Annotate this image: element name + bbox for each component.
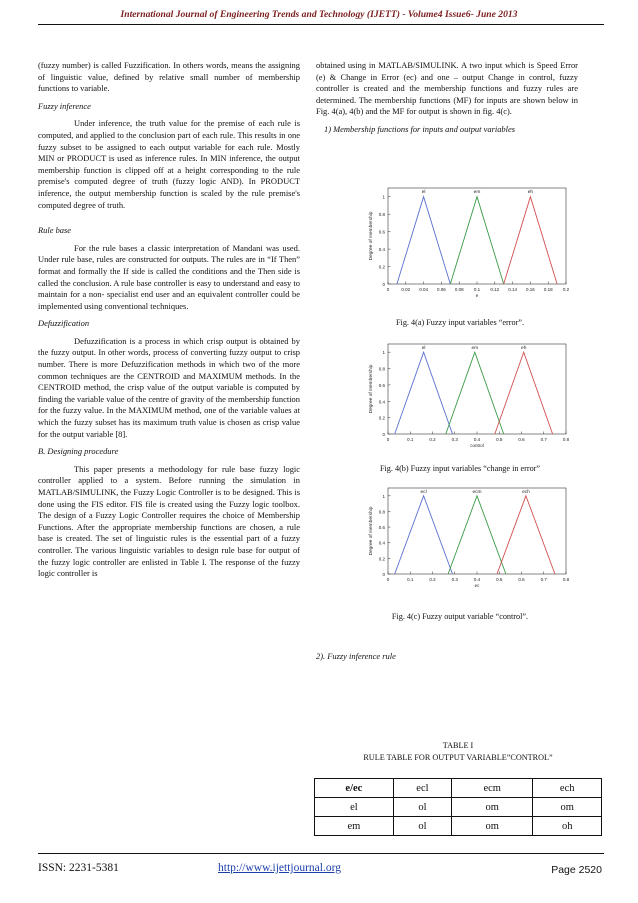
heading-fuzzy-inference: Fuzzy inference: [38, 100, 91, 111]
y-axis-label: Degree of membership: [369, 506, 374, 556]
paragraph-inference: Under inference, the truth value for the premise of each rule is computed, and applied to the conclusion part of each rule. This results in one fuzzy subset to be assigned to each output variable for each rule. Mostly MIN or PRODUCT is used as inference rules. In MIN inference, the output membership function is clipped off at a height corresponding to the rule premise's computed degree of truth (fuzzy logic AND). In PRODUCT inference, the output membership function is scaled by the rule premise's computed degree of truth.: [38, 118, 300, 210]
series-label-em: em: [471, 346, 479, 351]
y-tick-label: 0.2: [378, 556, 385, 562]
series-label-el: el: [421, 346, 426, 351]
y-tick-label: 0.4: [378, 247, 385, 253]
table-header-cell: ecm: [452, 779, 533, 798]
rule-table: [314, 778, 602, 836]
journal-header: International Journal of Engineering Trends and Technology (IJETT) - Volume4 Issue6- June 2013: [120, 9, 518, 20]
paragraph-rule-base: For the rule bases a classic interpretation of Mandani was used. Under rule base, rules are constructed for outputs. The rules are in “If Then” format and formally the If side is called the conditions and the Then side is called the conclusion. A rule base controller is easy to understand and easy to maintain for a non- specialist end user and an equivalent controller could be implemented using conventional techniques.: [38, 242, 300, 311]
y-tick-label: 0.4: [378, 540, 385, 546]
table-header-cell: ecl: [393, 779, 451, 798]
x-tick-label: 0.16: [526, 287, 535, 292]
y-tick-label: 0: [382, 282, 385, 287]
left-column: [38, 60, 300, 586]
x-tick-label: 0.8: [562, 577, 570, 582]
y-tick-label: 0.6: [378, 382, 385, 388]
footer-rule: [38, 853, 604, 854]
figure-4b: [360, 338, 570, 459]
plot-change-in-error-membership: [360, 338, 570, 454]
x-axis-label: e: [475, 293, 479, 298]
y-tick-label: 0.6: [378, 525, 385, 531]
y-tick-label: 1: [382, 350, 385, 356]
table-header-cell: ech: [533, 779, 602, 798]
y-tick-label: 0.6: [378, 229, 385, 235]
plot-frame: [388, 188, 566, 284]
right-column: [316, 60, 578, 142]
y-tick-label: 0.2: [378, 264, 385, 270]
caption-fig-4a: Fig. 4(a) Fuzzy input variables “error”.: [396, 318, 524, 327]
series-label-eh: eh: [527, 190, 534, 195]
table-header-cell: e/ec: [315, 779, 394, 798]
table-cell: oh: [533, 817, 602, 836]
y-tick-label: 0: [382, 572, 385, 577]
paragraph-simulink: obtained using in MATLAB/SIMULINK. A two input which is Speed Error (e) & Change in Error (ec) and one – output Change in control, fuzzy controller is created and the membership functions and fuzzy rules are determined. The membership functions (MF) for inputs are shown below in Fig. 4(a), 4(b) and the MF for output is shown in fig. 4(c).: [316, 60, 578, 117]
table-cell: ol: [393, 798, 451, 817]
x-tick-label: 0.6: [518, 577, 525, 582]
table-number: TABLE I: [442, 741, 474, 750]
y-tick-label: 0.8: [378, 366, 385, 372]
x-tick-label: 0.2: [429, 577, 436, 582]
y-tick-label: 1: [382, 194, 385, 200]
series-label-eh: eh: [521, 346, 527, 351]
x-tick-label: 0.1: [473, 287, 481, 292]
paragraph-fuzzification: (fuzzy number) is called Fuzzification. In others words, means the assigning of linguistic value, defined by relative small number of membership functions to variable.: [38, 60, 300, 94]
x-tick-label: 0.02: [401, 287, 411, 292]
x-tick-label: 0.3: [451, 437, 458, 442]
heading-defuzzification: Defuzzification: [38, 318, 90, 329]
y-tick-label: 0: [382, 432, 385, 437]
plot-error-membership: [360, 182, 570, 304]
figure-4c: [360, 482, 570, 599]
table-cell: om: [533, 798, 602, 817]
y-tick-label: 0.4: [378, 399, 385, 405]
x-tick-label: 0.5: [496, 577, 503, 582]
footer-page-number: Page 2520: [551, 864, 602, 876]
table-cell: om: [452, 798, 533, 817]
caption-fig-4c: Fig. 4(c) Fuzzy output variable “control”.: [391, 612, 529, 621]
heading-membership-functions: 1) Membership functions for inputs and output variables: [324, 123, 516, 134]
series-label-el: el: [421, 190, 426, 195]
y-tick-label: 0.8: [378, 212, 385, 218]
footer-issn: ISSN: 2231-5381: [38, 862, 119, 874]
plot-control-membership: [360, 482, 570, 594]
x-tick-label: 0: [386, 437, 390, 442]
x-tick-label: 0.1: [407, 437, 414, 442]
x-tick-label: 0.06: [437, 287, 446, 292]
table-row: [315, 817, 602, 836]
x-tick-label: 0.08: [454, 287, 464, 292]
figure-4a: [360, 182, 570, 309]
x-tick-label: 0.18: [543, 287, 553, 292]
x-tick-label: 0.6: [518, 437, 525, 442]
x-tick-label: 0.1: [407, 577, 414, 582]
paragraph-designing-procedure: This paper presents a methodology for rule base fuzzy logic controller applied to a system. Before running the simulation in MATLAB/SIMULINK, the Fuzzy Logic Controller is to be designed. This is done using the FIS editor. FIS file is created using the Fuzzy logic toolbox. The design of a Fuzzy Logic Controller requires the choice of Membership Functions. After the appropriate membership functions are chosen, a rule base is created. The set of linguistic rules is the essential part of a fuzzy controller. The various linguistic variables to design rule base for output of the fuzzy logic controller are enlisted in Table I. The response of the fuzzy logic controller is: [38, 463, 300, 579]
x-tick-label: 0.4: [473, 437, 481, 442]
x-tick-label: 0.7: [540, 577, 547, 582]
series-label-ecl: ecl: [420, 490, 427, 495]
table-title: RULE TABLE FOR OUTPUT VARIABLE”CONTROL”: [363, 753, 553, 762]
x-tick-label: 0: [386, 287, 390, 292]
x-axis-label: control: [470, 443, 484, 448]
series-label-ecm: ecm: [472, 490, 482, 495]
table-row: [315, 798, 602, 817]
series-label-ech: ech: [522, 490, 530, 495]
x-tick-label: 0.4: [473, 577, 481, 582]
paragraph-defuzzification: Defuzzification is a process in which crisp output is obtained by the fuzzy output. In other words, process of converting fuzzy output to crisp number. There is more Defuzzification methods in which two of the more common techniques are the CENTROID and MAXIMUM methods. In the CENTROID method, the crisp value of the output variable is computed by finding the variable value of the centre of gravity of the membership function for the fuzzy value. In the MAXIMUM method, one of the variable values at which the fuzzy subset has its maximum truth value is chosen as crisp value for the output variable [8].: [38, 335, 300, 439]
caption-fig-4b: Fig. 4(b) Fuzzy input variables “change in error”: [379, 464, 541, 473]
x-tick-label: 0.2: [429, 437, 436, 442]
y-tick-label: 0.2: [378, 415, 385, 421]
header-rule: [38, 24, 604, 25]
table-cell: el: [315, 798, 394, 817]
x-tick-label: 0.04: [419, 287, 428, 292]
x-tick-label: 0.8: [562, 437, 570, 442]
y-axis-label: Degree of membership: [369, 364, 374, 414]
x-tick-label: 0.7: [540, 437, 547, 442]
y-tick-label: 0.8: [378, 509, 385, 515]
y-tick-label: 1: [382, 493, 385, 499]
x-tick-label: 0: [386, 577, 390, 582]
x-tick-label: 0.5: [496, 437, 503, 442]
heading-rule-base: Rule base: [38, 225, 72, 236]
table-cell: em: [315, 817, 394, 836]
x-tick-label: 0.12: [490, 287, 500, 292]
x-axis-label: ec: [474, 583, 480, 588]
heading-fuzzy-inference-rule: 2). Fuzzy inference rule: [316, 651, 396, 661]
x-tick-label: 0.2: [562, 287, 570, 292]
heading-designing-procedure: B. Designing procedure: [38, 446, 119, 457]
footer-url-link[interactable]: http://www.ijettjournal.org: [218, 862, 341, 874]
table-cell: om: [452, 817, 533, 836]
x-tick-label: 0.3: [451, 577, 458, 582]
y-axis-label: Degree of membership: [369, 211, 374, 261]
x-tick-label: 0.14: [508, 287, 517, 292]
series-label-em: em: [473, 190, 481, 195]
table-cell: ol: [393, 817, 451, 836]
table-header-row: [315, 779, 602, 798]
